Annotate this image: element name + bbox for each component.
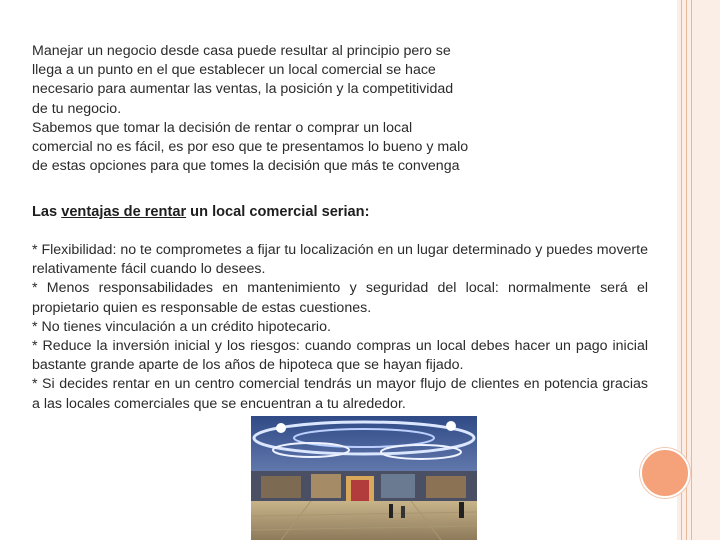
shopping-mall-photo [251,416,477,540]
intro-paragraph [32,42,532,176]
intro-line: comercial no es fácil, es por eso que te presentamos lo bueno y malo [32,139,469,156]
intro-line: Sabemos que tomar la decisión de rentar o comprar un local [32,119,413,136]
advantages-list [32,241,648,414]
list-item: * Si decides rentar en un centro comercial tendrás un mayor flujo de clientes en potencia gracias a las locales comerciales que se encuentran a tu alrededor. [32,376,648,412]
decorative-circle [640,448,690,498]
intro-line: necesario para aumentar las ventas, la posición y la competitividad [32,81,454,98]
list-item: * No tienes vinculación a un crédito hipotecario. [32,318,331,335]
list-item: * Menos responsabilidades en mantenimiento y seguridad del local: normalmente será el propietario quien es responsable de estas cuestiones. [32,280,648,316]
intro-line: de tu negocio. [32,100,122,117]
intro-line: llega a un punto en el que establecer un local comercial se hace [32,62,436,79]
intro-line: de estas opciones para que tomes la decisión que más te convenga [32,158,460,175]
heading-prefix: Las [32,204,62,220]
heading-suffix: un local comercial serian: [186,204,370,220]
list-item: * Reduce la inversión inicial y los riesgos: cuando compras un local debes hacer un pago inicial bastante grande aparte de los años de hipoteca que se hayan fijado. [32,338,648,374]
section-heading [32,204,369,220]
list-item: * Flexibilidad: no te comprometes a fijar tu localización en un lugar determinado y puedes moverte relativamente fácil cuando lo desees. [32,242,648,278]
band-line [691,0,692,540]
heading-underlined: ventajas de rentar [61,204,187,220]
intro-line: Manejar un negocio desde casa puede resultar al principio pero se [32,43,451,59]
